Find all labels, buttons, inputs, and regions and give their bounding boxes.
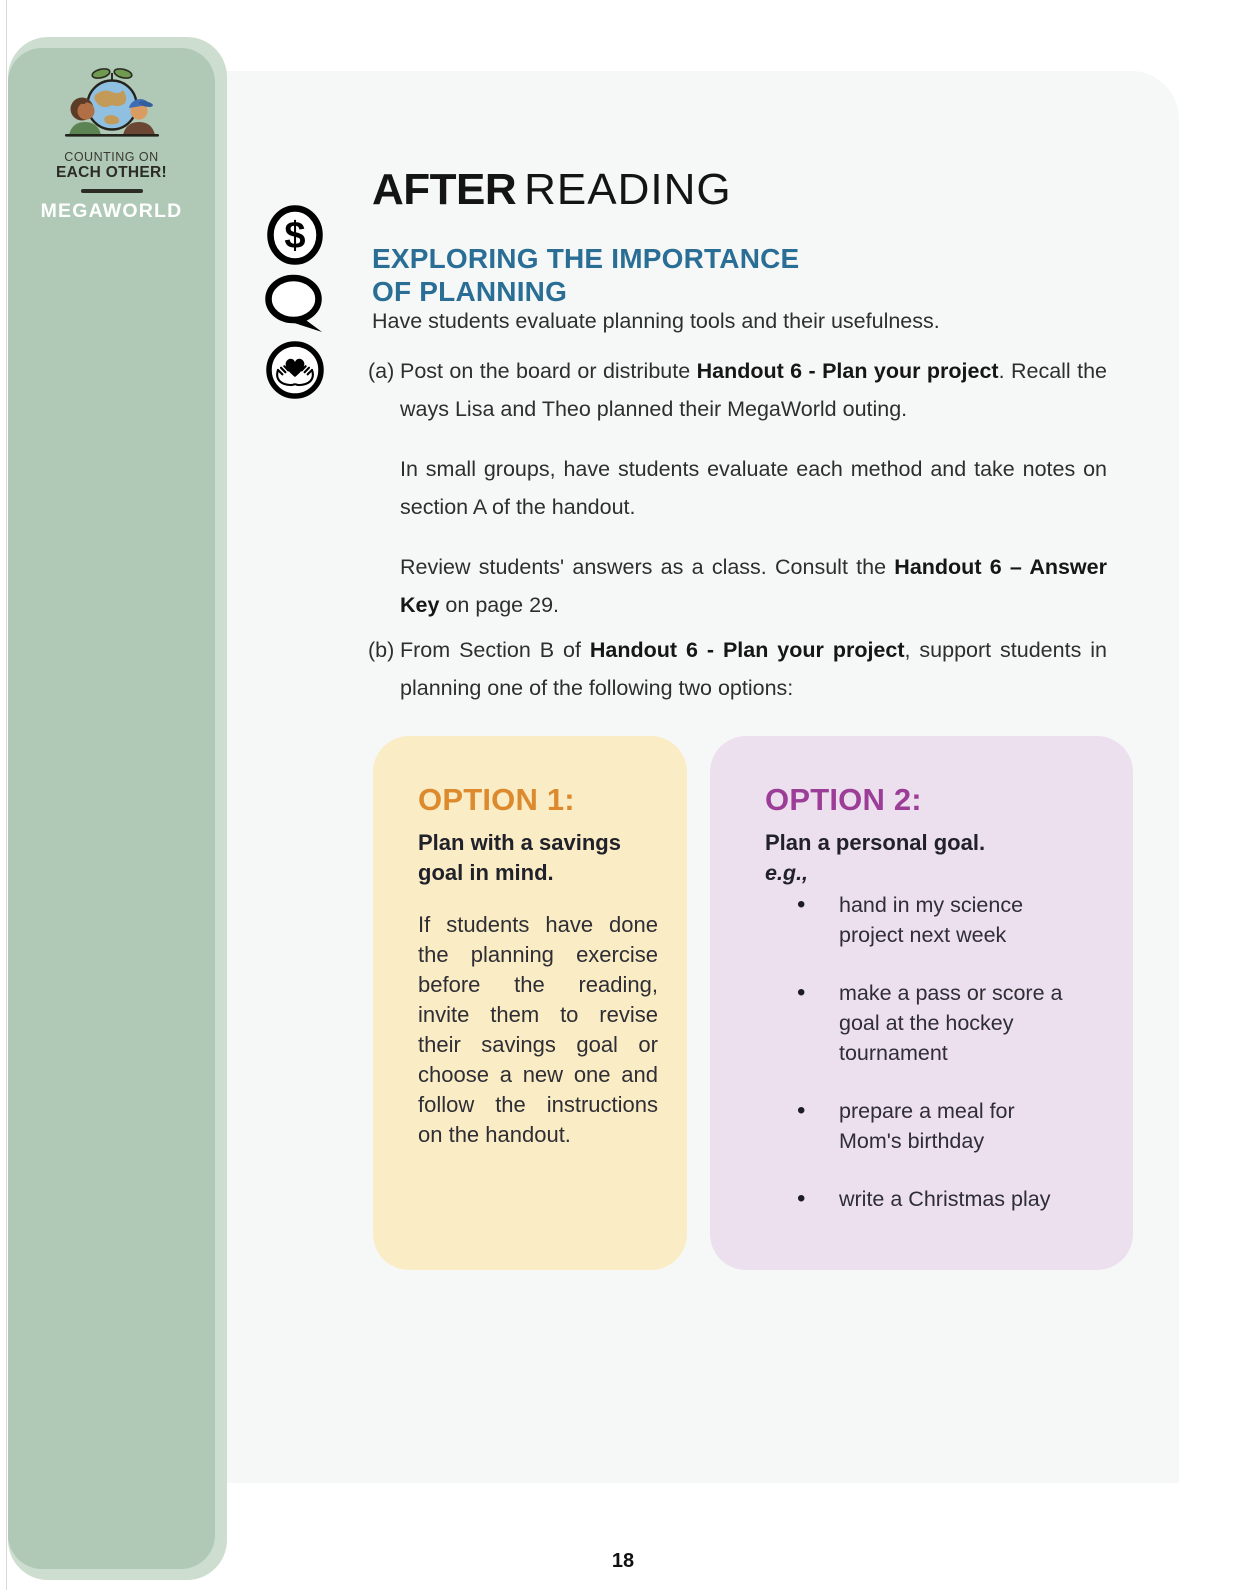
step-b-paragraph-1 xyxy=(400,631,1107,707)
kids-globe-logo-illustration xyxy=(55,65,169,147)
sidebar-program-label: MEGAWORLD xyxy=(40,200,183,222)
section-heading-line1: EXPLORING THE IMPORTANCE xyxy=(372,243,800,275)
step-a xyxy=(368,352,1107,624)
step-b xyxy=(368,631,1107,707)
logo xyxy=(8,65,215,193)
option-2-bullet-4: • write a Christmas play xyxy=(765,1184,1083,1214)
step-a-paragraph-3 xyxy=(400,548,1107,624)
option-2-example-label: e.g., xyxy=(765,861,809,885)
step-a-paragraph-2: In small groups, have students evaluate each method and take notes on section A of the handout. xyxy=(400,457,1107,519)
option-2-bullet-2: • make a pass or score a goal at the hockey tournament xyxy=(765,978,1083,1068)
sidebar xyxy=(8,37,227,1580)
step-a-paragraph-1 xyxy=(400,352,1107,428)
section-heading-line2: OF PLANNING xyxy=(372,276,568,308)
heart-in-hands-icon xyxy=(265,339,325,401)
text-run: From Section B of xyxy=(400,638,590,662)
text-run: . Recall the ways Lisa and Theo planned their MegaWorld outing. xyxy=(400,359,1107,421)
page-title-regular: READING xyxy=(524,165,732,215)
option-2-bullet-1: • hand in my science project next week xyxy=(765,890,1083,950)
option-1-body: If students have done the planning exercise before the reading, invite them to revise their savings goal or choose a new one and follow the instructions on the handout. xyxy=(418,912,658,1147)
dollar-circle-icon xyxy=(265,204,325,266)
speech-bubble-icon xyxy=(265,272,325,334)
text-run: on page 29. xyxy=(439,593,560,617)
text-run: Review students' answers as a class. Consult the xyxy=(400,555,895,579)
page-number: 18 xyxy=(611,1550,635,1572)
option-1-box xyxy=(373,736,687,1270)
sidebar-background xyxy=(8,48,215,1569)
step-a-label: (a) xyxy=(368,359,395,383)
option-2-bullet-list xyxy=(765,890,1083,1214)
options-row xyxy=(373,736,1133,1270)
logo-text-line1: COUNTING ON xyxy=(64,150,159,164)
page-edge-line xyxy=(6,0,7,1590)
step-b-label: (b) xyxy=(368,638,395,662)
page-title xyxy=(372,167,732,213)
text-run: Post on the board or distribute xyxy=(400,359,697,383)
handout-6-reference: Handout 6 - Plan your project xyxy=(696,359,999,383)
answer-key-reference: Handout 6 – Answer Key xyxy=(400,555,1107,617)
step-a-body xyxy=(400,352,1107,624)
logo-divider xyxy=(81,189,143,193)
section-heading xyxy=(372,242,799,308)
step-b-body xyxy=(400,631,1107,707)
option-1-title: OPTION 1: xyxy=(418,782,575,817)
section-intro: Have students evaluate planning tools and their usefulness. xyxy=(372,308,940,333)
option-1-subtitle: Plan with a savings goal in mind. xyxy=(418,830,621,885)
option-2-box xyxy=(710,736,1133,1270)
option-2-bullet-3: • prepare a meal for Mom's birthday xyxy=(765,1096,1083,1156)
svg-text:$: $ xyxy=(284,215,306,257)
text-run: , support students in planning one of the following two options: xyxy=(400,638,1107,700)
page-title-bold: AFTER xyxy=(372,165,517,215)
handout-6-reference: Handout 6 - Plan your project xyxy=(589,638,905,662)
option-2-subtitle: Plan a personal goal. xyxy=(765,830,986,855)
option-2-title: OPTION 2: xyxy=(765,782,922,817)
logo-text-line2: EACH OTHER! xyxy=(56,164,167,181)
